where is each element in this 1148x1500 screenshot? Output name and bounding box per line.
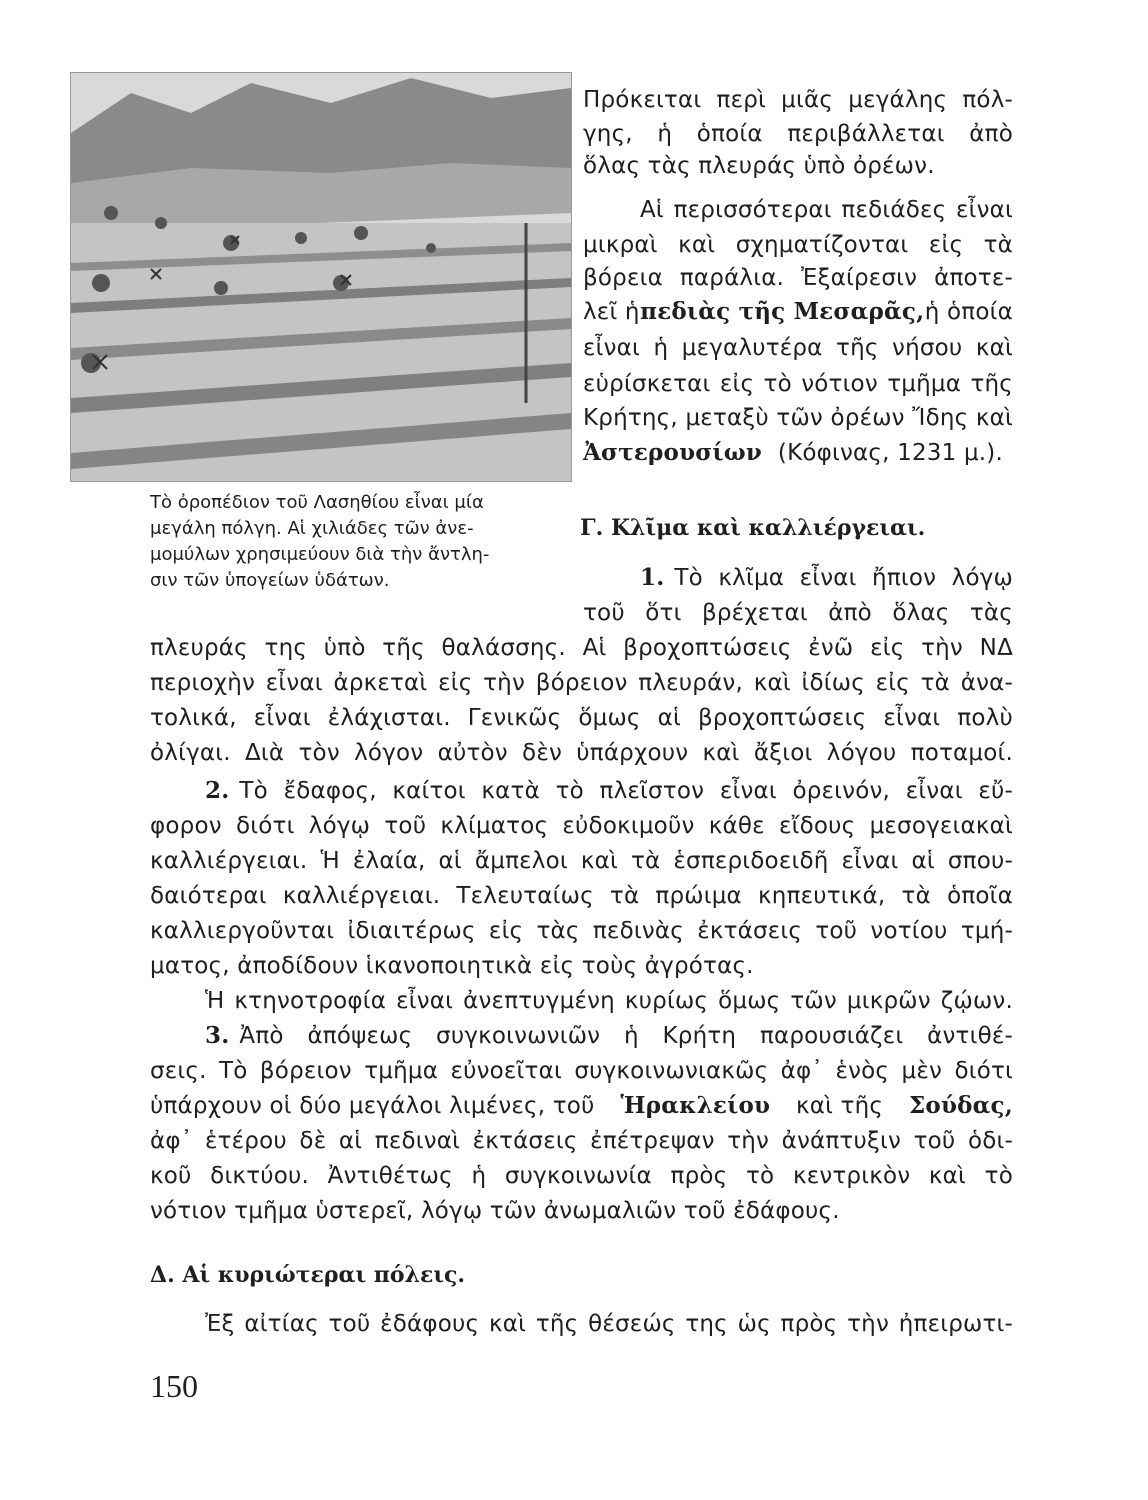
text-line: νότιον τμῆμα ὑστερεῖ, λόγῳ τῶν ἀνωμαλιῶν τοῦ ἐδάφους. [150, 1198, 840, 1224]
text-line: εἶναι ἡ μεγαλυτέρα τῆς νήσου καὶ [583, 335, 1013, 361]
place-name-mesara: πεδιὰς τῆς Μεσαρᾶς, [640, 298, 925, 325]
text-line: βόρεια παράλια. Ἐξαίρεσιν ἀποτε- [583, 265, 1013, 291]
section-heading-climate: Γ. Κλῖμα καὶ καλλιέργειαι. [580, 515, 926, 541]
text-line [205, 775, 1013, 807]
landscape-photo-icon [71, 73, 571, 481]
section-heading-cities: Δ. Αἱ κυριώτεραι πόλεις. [150, 1262, 466, 1288]
text-span: (Κόφινας, 1231 μ.). [777, 440, 1003, 466]
text-span: καὶ τῆς [795, 1093, 884, 1119]
text-line: ἀφ᾽ ἑτέρου δὲ αἱ πεδιναὶ ἐκτάσεις ἐπέτρεψαν τὴν ἀνάπτυξιν τοῦ ὁδι- [150, 1128, 1013, 1154]
text-line: Ἡ κτηνοτροφία εἶναι ἀνεπτυγμένη κυρίως ὅμως τῶν μικρῶν ζῴων. [205, 988, 1013, 1014]
text-line: μικραὶ καὶ σχηματίζονται εἰς τὰ [583, 232, 1013, 258]
caption-line: Τὸ ὀροπέδιον τοῦ Λασηθίου εἶναι μία [150, 492, 484, 513]
text-span: ὑπάρχουν οἱ δύο μεγάλοι λιμένες, τοῦ [150, 1093, 595, 1119]
text-line: ματος, ἀποδίδουν ἱκανοποιητικὰ εἰς τοὺς ἀγρότας. [150, 953, 754, 979]
plateau-photo [70, 72, 572, 482]
text-line [583, 296, 1013, 328]
text-line: καλλιέργειαι. Ἡ ἐλαία, αἱ ἄμπελοι καὶ τὰ ἑσπεριδοειδῆ εἶναι αἱ σπου- [150, 848, 1013, 874]
text-span: λεῖ ἡ [583, 299, 640, 325]
text-span: Ἀπὸ ἀπόψεως συγκοινωνιῶν ἡ Κρήτη παρουσιάζει ἀντιθέ- [239, 1023, 1013, 1049]
paragraph-number: 2. [205, 777, 230, 804]
text-line [640, 562, 1013, 594]
text-line: πλευράς της ὑπὸ τῆς θαλάσσης. Αἱ βροχοπτώσεις ἐνῶ εἰς τὴν ΝΔ [150, 635, 1013, 661]
text-line: καλλιεργοῦνται ἰδιαιτέρως εἰς τὰς πεδινὰς ἐκτάσεις τοῦ νοτίου τμή- [150, 918, 1013, 944]
text-line: περιοχὴν εἶναι ἀρκεταὶ εἰς τὴν βόρειον πλευράν, καὶ ἰδίως εἰς τὰ ἀνα- [150, 670, 1013, 696]
text-line: σεις. Τὸ βόρειον τμῆμα εὐνοεῖται συγκοινωνιακῶς ἀφ᾽ ἑνὸς μὲν διότι [150, 1058, 1013, 1084]
place-name-souda: Σούδας, [908, 1092, 1013, 1119]
text-line: Αἱ περισσότεραι πεδιάδες εἶναι [640, 197, 1013, 223]
figure-caption [150, 490, 570, 594]
text-line: Κρήτης, μεταξὺ τῶν ὀρέων Ἴδης καὶ [583, 405, 1013, 431]
text-span: ἡ ὁποία [924, 299, 1013, 325]
text-span: Τὸ κλῖμα εἶναι ἤπιον λόγῳ [674, 565, 1013, 591]
caption-line: μεγάλη πόλγη. Αἱ χιλιάδες τῶν ἀνε- [150, 518, 474, 539]
paragraph-number: 1. [640, 564, 665, 591]
caption-line: μομύλων χρησιμεύουν διὰ τὴν ἄντλη- [150, 544, 490, 565]
caption-line: σιν τῶν ὑπογείων ὑδάτων. [150, 570, 390, 591]
text-line: ὀλίγαι. Διὰ τὸν λόγον αὐτὸν δὲν ὑπάρχουν καὶ ἄξιοι λόγου ποταμοί. [150, 740, 1013, 766]
text-line: δαιότεραι καλλιέργειαι. Τελευταίως τὰ πρώιμα κηπευτικά, τὰ ὁποῖα [150, 883, 1013, 909]
page-number: 150 [150, 1368, 198, 1404]
paragraph-number: 3. [205, 1022, 230, 1049]
place-name-heraklion: Ἡρακλείου [620, 1092, 771, 1119]
text-line: γης, ἡ ὁποία περιβάλλεται ἀπὸ [583, 121, 1013, 147]
text-line: κοῦ δικτύου. Ἀντιθέτως ἡ συγκοινωνία πρὸς τὸ κεντρικὸν καὶ τὸ [150, 1163, 1013, 1189]
text-line: τολικά, εἶναι ἐλάχισται. Γενικῶς ὅμως αἱ βροχοπτώσεις εἶναι πολὺ [150, 705, 1013, 731]
text-span: Τὸ ἔδαφος, καίτοι κατὰ τὸ πλεῖστον εἶναι ὀρεινόν, εἶναι εὔ- [239, 778, 1013, 804]
text-line: Πρόκειται περὶ μιᾶς μεγάλης πόλ- [583, 87, 1013, 113]
place-name-asterousia: Ἀστερουσίων [583, 439, 763, 466]
text-line: εὑρίσκεται εἰς τὸ νότιον τμῆμα τῆς [583, 371, 1013, 397]
text-line: Ἐξ αἰτίας τοῦ ἐδάφους καὶ τῆς θέσεώς της ὡς πρὸς τὴν ἠπειρωτι- [205, 1311, 1013, 1337]
text-line: ὅλας τὰς πλευράς ὑπὸ ὀρέων. [583, 153, 935, 179]
text-line [583, 437, 1003, 469]
text-line [205, 1020, 1013, 1052]
text-line: τοῦ ὅτι βρέχεται ἀπὸ ὅλας τὰς [583, 600, 1013, 626]
text-line: φορον διότι λόγῳ τοῦ κλίματος εὐδοκιμοῦν κάθε εἴδους μεσογειακαὶ [150, 813, 1013, 839]
text-line [150, 1090, 1013, 1122]
